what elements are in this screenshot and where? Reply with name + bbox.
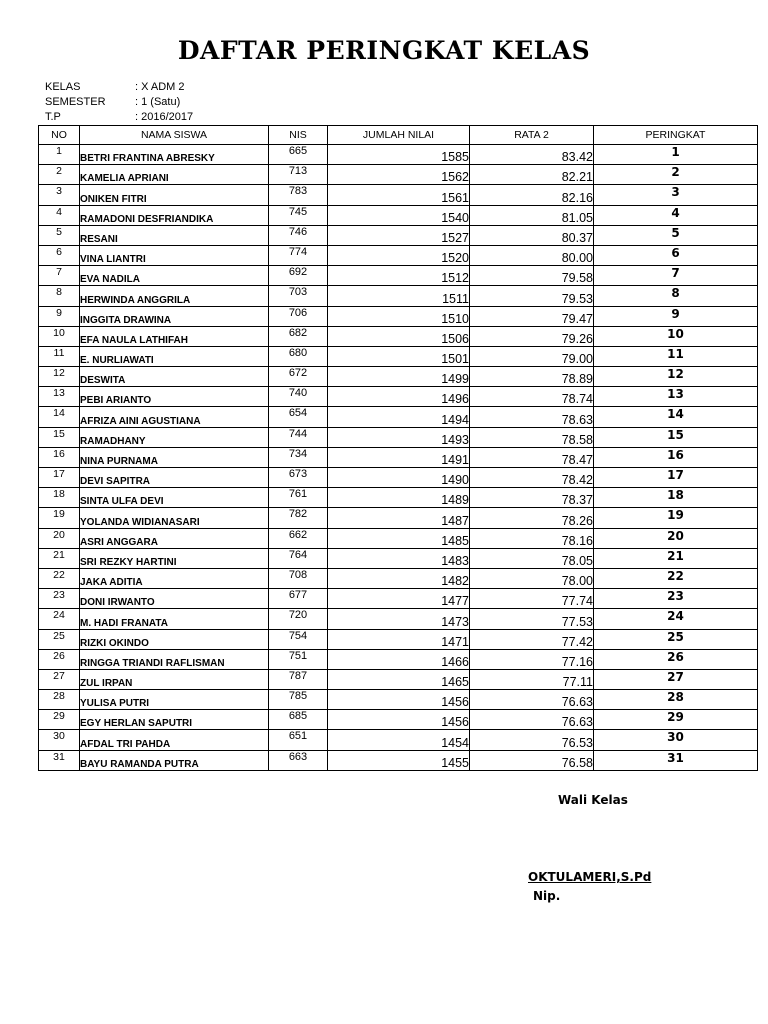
- cell-peringkat: 21: [594, 548, 758, 568]
- cell-nis: 744: [269, 427, 328, 447]
- table-row: [39, 568, 758, 588]
- cell-nis: 734: [269, 447, 328, 467]
- cell-rata-2: 76.58: [470, 750, 594, 770]
- cell-no: 24: [39, 609, 80, 629]
- table-row: [39, 145, 758, 165]
- cell-rata-2: 79.58: [470, 266, 594, 286]
- cell-jumlah-nilai: 1485: [328, 528, 470, 548]
- cell-nama-siswa: EFA NAULA LATHIFAH: [80, 326, 269, 346]
- table-row: [39, 165, 758, 185]
- cell-no: 1: [39, 145, 80, 165]
- cell-nis: 713: [269, 165, 328, 185]
- meta-kelas: [45, 80, 185, 94]
- table-row: [39, 468, 758, 488]
- cell-rata-2: 79.26: [470, 326, 594, 346]
- cell-rata-2: 78.74: [470, 387, 594, 407]
- cell-rata-2: 78.89: [470, 367, 594, 387]
- cell-nis: 746: [269, 225, 328, 245]
- cell-no: 12: [39, 367, 80, 387]
- cell-jumlah-nilai: 1527: [328, 225, 470, 245]
- cell-rata-2: 78.63: [470, 407, 594, 427]
- cell-no: 16: [39, 447, 80, 467]
- cell-no: 23: [39, 589, 80, 609]
- cell-peringkat: 28: [594, 690, 758, 710]
- cell-peringkat: 23: [594, 589, 758, 609]
- cell-peringkat: 2: [594, 165, 758, 185]
- table-row: [39, 690, 758, 710]
- cell-rata-2: 78.58: [470, 427, 594, 447]
- cell-rata-2: 77.11: [470, 669, 594, 689]
- table-row: [39, 205, 758, 225]
- cell-jumlah-nilai: 1489: [328, 488, 470, 508]
- header-nis: NIS: [269, 126, 328, 145]
- cell-rata-2: 76.63: [470, 690, 594, 710]
- cell-rata-2: 78.05: [470, 548, 594, 568]
- cell-peringkat: 19: [594, 508, 758, 528]
- cell-peringkat: 9: [594, 306, 758, 326]
- cell-peringkat: 11: [594, 346, 758, 366]
- cell-rata-2: 78.16: [470, 528, 594, 548]
- signature-nip: Nip.: [533, 889, 561, 903]
- cell-nis: 692: [269, 266, 328, 286]
- cell-nis: 665: [269, 145, 328, 165]
- cell-nama-siswa: RESANI: [80, 225, 269, 245]
- header-peringkat: PERINGKAT: [594, 126, 758, 145]
- table-row: [39, 387, 758, 407]
- cell-no: 4: [39, 205, 80, 225]
- cell-jumlah-nilai: 1456: [328, 710, 470, 730]
- cell-nis: 751: [269, 649, 328, 669]
- cell-rata-2: 80.00: [470, 245, 594, 265]
- table-row: [39, 730, 758, 750]
- cell-rata-2: 76.63: [470, 710, 594, 730]
- cell-peringkat: 15: [594, 427, 758, 447]
- meta-tp: [45, 110, 193, 124]
- cell-nama-siswa: EGY HERLAN SAPUTRI: [80, 710, 269, 730]
- cell-nama-siswa: SRI REZKY HARTINI: [80, 548, 269, 568]
- cell-rata-2: 79.00: [470, 346, 594, 366]
- cell-nis: 745: [269, 205, 328, 225]
- cell-nama-siswa: RIZKI OKINDO: [80, 629, 269, 649]
- cell-rata-2: 81.05: [470, 205, 594, 225]
- cell-nis: 651: [269, 730, 328, 750]
- cell-nis: 740: [269, 387, 328, 407]
- cell-jumlah-nilai: 1454: [328, 730, 470, 750]
- table-row: [39, 225, 758, 245]
- cell-no: 3: [39, 185, 80, 205]
- cell-nis: 703: [269, 286, 328, 306]
- cell-jumlah-nilai: 1499: [328, 367, 470, 387]
- cell-nis: 677: [269, 589, 328, 609]
- cell-nis: 782: [269, 508, 328, 528]
- cell-peringkat: 1: [594, 145, 758, 165]
- cell-no: 14: [39, 407, 80, 427]
- cell-peringkat: 30: [594, 730, 758, 750]
- table-row: [39, 427, 758, 447]
- table-row: [39, 306, 758, 326]
- cell-no: 13: [39, 387, 80, 407]
- cell-jumlah-nilai: 1540: [328, 205, 470, 225]
- cell-nama-siswa: KAMELIA APRIANI: [80, 165, 269, 185]
- cell-nama-siswa: JAKA ADITIA: [80, 568, 269, 588]
- cell-nama-siswa: RAMADONI DESFRIANDIKA: [80, 205, 269, 225]
- cell-no: 8: [39, 286, 80, 306]
- cell-rata-2: 77.74: [470, 589, 594, 609]
- meta-value: : 2016/2017: [135, 111, 194, 123]
- cell-nis: 754: [269, 629, 328, 649]
- table-row: [39, 346, 758, 366]
- cell-jumlah-nilai: 1494: [328, 407, 470, 427]
- header-nama-siswa: NAMA SISWA: [80, 126, 269, 145]
- cell-jumlah-nilai: 1477: [328, 589, 470, 609]
- cell-nis: 787: [269, 669, 328, 689]
- cell-no: 2: [39, 165, 80, 185]
- cell-nis: 654: [269, 407, 328, 427]
- cell-peringkat: 8: [594, 286, 758, 306]
- cell-nis: 663: [269, 750, 328, 770]
- cell-rata-2: 78.42: [470, 468, 594, 488]
- cell-peringkat: 4: [594, 205, 758, 225]
- cell-peringkat: 16: [594, 447, 758, 467]
- cell-nama-siswa: ONIKEN FITRI: [80, 185, 269, 205]
- cell-nis: 685: [269, 710, 328, 730]
- ranking-table: [38, 125, 758, 771]
- cell-no: 18: [39, 488, 80, 508]
- cell-nis: 673: [269, 468, 328, 488]
- cell-jumlah-nilai: 1482: [328, 568, 470, 588]
- cell-no: 26: [39, 649, 80, 669]
- cell-peringkat: 25: [594, 629, 758, 649]
- cell-jumlah-nilai: 1483: [328, 548, 470, 568]
- cell-jumlah-nilai: 1487: [328, 508, 470, 528]
- cell-no: 31: [39, 750, 80, 770]
- cell-jumlah-nilai: 1465: [328, 669, 470, 689]
- page-title: DAFTAR PERINGKAT KELAS: [177, 36, 591, 65]
- cell-nama-siswa: DESWITA: [80, 367, 269, 387]
- cell-peringkat: 22: [594, 568, 758, 588]
- meta-value: : X ADM 2: [135, 81, 185, 93]
- table-row: [39, 710, 758, 730]
- cell-nama-siswa: DEVI SAPITRA: [80, 468, 269, 488]
- cell-nama-siswa: PEBI ARIANTO: [80, 387, 269, 407]
- cell-no: 25: [39, 629, 80, 649]
- cell-nama-siswa: ASRI ANGGARA: [80, 528, 269, 548]
- table-row: [39, 407, 758, 427]
- cell-no: 30: [39, 730, 80, 750]
- cell-nis: 764: [269, 548, 328, 568]
- cell-nama-siswa: ZUL IRPAN: [80, 669, 269, 689]
- header-rata-2: RATA 2: [470, 126, 594, 145]
- cell-nama-siswa: BETRI FRANTINA ABRESKY: [80, 145, 269, 165]
- signature-name: OKTULAMERI,S.Pd: [528, 870, 652, 884]
- table-row: [39, 548, 758, 568]
- cell-no: 27: [39, 669, 80, 689]
- cell-peringkat: 5: [594, 225, 758, 245]
- cell-nama-siswa: EVA NADILA: [80, 266, 269, 286]
- table-body: [39, 145, 758, 771]
- cell-nis: 708: [269, 568, 328, 588]
- cell-jumlah-nilai: 1520: [328, 245, 470, 265]
- table-row: [39, 447, 758, 467]
- cell-nama-siswa: AFRIZA AINI AGUSTIANA: [80, 407, 269, 427]
- cell-nama-siswa: HERWINDA ANGGRILA: [80, 286, 269, 306]
- header-jumlah-nilai: JUMLAH NILAI: [328, 126, 470, 145]
- cell-no: 28: [39, 690, 80, 710]
- cell-nama-siswa: VINA LIANTRI: [80, 245, 269, 265]
- table-row: [39, 508, 758, 528]
- cell-peringkat: 26: [594, 649, 758, 669]
- cell-nis: 672: [269, 367, 328, 387]
- cell-jumlah-nilai: 1585: [328, 145, 470, 165]
- cell-nis: 682: [269, 326, 328, 346]
- cell-peringkat: 18: [594, 488, 758, 508]
- cell-rata-2: 78.37: [470, 488, 594, 508]
- cell-no: 20: [39, 528, 80, 548]
- cell-nis: 774: [269, 245, 328, 265]
- table-row: [39, 750, 758, 770]
- cell-rata-2: 77.53: [470, 609, 594, 629]
- cell-jumlah-nilai: 1510: [328, 306, 470, 326]
- cell-jumlah-nilai: 1512: [328, 266, 470, 286]
- table-row: [39, 528, 758, 548]
- table-header-row: [39, 126, 758, 145]
- cell-nama-siswa: SINTA ULFA DEVI: [80, 488, 269, 508]
- cell-peringkat: 27: [594, 669, 758, 689]
- cell-jumlah-nilai: 1562: [328, 165, 470, 185]
- cell-jumlah-nilai: 1561: [328, 185, 470, 205]
- cell-peringkat: 13: [594, 387, 758, 407]
- cell-peringkat: 10: [594, 326, 758, 346]
- table-row: [39, 629, 758, 649]
- cell-jumlah-nilai: 1471: [328, 629, 470, 649]
- cell-nama-siswa: NINA PURNAMA: [80, 447, 269, 467]
- cell-peringkat: 17: [594, 468, 758, 488]
- cell-no: 17: [39, 468, 80, 488]
- cell-peringkat: 20: [594, 528, 758, 548]
- cell-nama-siswa: DONI IRWANTO: [80, 589, 269, 609]
- cell-jumlah-nilai: 1473: [328, 609, 470, 629]
- cell-nama-siswa: YOLANDA WIDIANASARI: [80, 508, 269, 528]
- cell-nama-siswa: M. HADI FRANATA: [80, 609, 269, 629]
- cell-peringkat: 14: [594, 407, 758, 427]
- table-row: [39, 367, 758, 387]
- cell-jumlah-nilai: 1501: [328, 346, 470, 366]
- cell-no: 22: [39, 568, 80, 588]
- table-row: [39, 266, 758, 286]
- cell-no: 5: [39, 225, 80, 245]
- cell-peringkat: 12: [594, 367, 758, 387]
- cell-jumlah-nilai: 1496: [328, 387, 470, 407]
- cell-no: 10: [39, 326, 80, 346]
- cell-nama-siswa: YULISA PUTRI: [80, 690, 269, 710]
- header-no: NO: [39, 126, 80, 145]
- cell-rata-2: 79.53: [470, 286, 594, 306]
- signature-title: Wali Kelas: [558, 793, 628, 807]
- cell-jumlah-nilai: 1456: [328, 690, 470, 710]
- cell-jumlah-nilai: 1493: [328, 427, 470, 447]
- meta-semester: [45, 95, 180, 109]
- table-row: [39, 669, 758, 689]
- cell-nama-siswa: RAMADHANY: [80, 427, 269, 447]
- cell-jumlah-nilai: 1511: [328, 286, 470, 306]
- cell-nama-siswa: E. NURLIAWATI: [80, 346, 269, 366]
- cell-jumlah-nilai: 1455: [328, 750, 470, 770]
- cell-nis: 662: [269, 528, 328, 548]
- cell-peringkat: 31: [594, 750, 758, 770]
- meta-label: SEMESTER: [45, 96, 106, 108]
- cell-no: 11: [39, 346, 80, 366]
- meta-label: KELAS: [45, 81, 81, 93]
- cell-rata-2: 82.21: [470, 165, 594, 185]
- cell-nis: 680: [269, 346, 328, 366]
- cell-jumlah-nilai: 1506: [328, 326, 470, 346]
- cell-jumlah-nilai: 1466: [328, 649, 470, 669]
- cell-rata-2: 77.42: [470, 629, 594, 649]
- cell-nis: 720: [269, 609, 328, 629]
- cell-peringkat: 6: [594, 245, 758, 265]
- cell-no: 6: [39, 245, 80, 265]
- cell-nis: 706: [269, 306, 328, 326]
- meta-label: T.P: [45, 111, 61, 123]
- cell-peringkat: 3: [594, 185, 758, 205]
- meta-value: : 1 (Satu): [135, 96, 181, 108]
- cell-peringkat: 24: [594, 609, 758, 629]
- cell-rata-2: 83.42: [470, 145, 594, 165]
- cell-rata-2: 79.47: [470, 306, 594, 326]
- cell-nama-siswa: RINGGA TRIANDI RAFLISMAN: [80, 649, 269, 669]
- cell-jumlah-nilai: 1490: [328, 468, 470, 488]
- cell-jumlah-nilai: 1491: [328, 447, 470, 467]
- cell-no: 7: [39, 266, 80, 286]
- cell-no: 19: [39, 508, 80, 528]
- cell-nama-siswa: INGGITA DRAWINA: [80, 306, 269, 326]
- table-row: [39, 245, 758, 265]
- table-row: [39, 649, 758, 669]
- cell-no: 9: [39, 306, 80, 326]
- cell-rata-2: 82.16: [470, 185, 594, 205]
- cell-no: 15: [39, 427, 80, 447]
- cell-nis: 785: [269, 690, 328, 710]
- table-row: [39, 609, 758, 629]
- table-row: [39, 488, 758, 508]
- cell-nis: 783: [269, 185, 328, 205]
- cell-rata-2: 80.37: [470, 225, 594, 245]
- cell-rata-2: 76.53: [470, 730, 594, 750]
- cell-peringkat: 29: [594, 710, 758, 730]
- cell-no: 21: [39, 548, 80, 568]
- cell-no: 29: [39, 710, 80, 730]
- cell-nama-siswa: BAYU RAMANDA PUTRA: [80, 750, 269, 770]
- table-row: [39, 185, 758, 205]
- table-row: [39, 286, 758, 306]
- table-row: [39, 326, 758, 346]
- cell-rata-2: 78.00: [470, 568, 594, 588]
- cell-nis: 761: [269, 488, 328, 508]
- cell-peringkat: 7: [594, 266, 758, 286]
- cell-rata-2: 77.16: [470, 649, 594, 669]
- cell-nama-siswa: AFDAL TRI PAHDA: [80, 730, 269, 750]
- cell-rata-2: 78.47: [470, 447, 594, 467]
- table-row: [39, 589, 758, 609]
- cell-rata-2: 78.26: [470, 508, 594, 528]
